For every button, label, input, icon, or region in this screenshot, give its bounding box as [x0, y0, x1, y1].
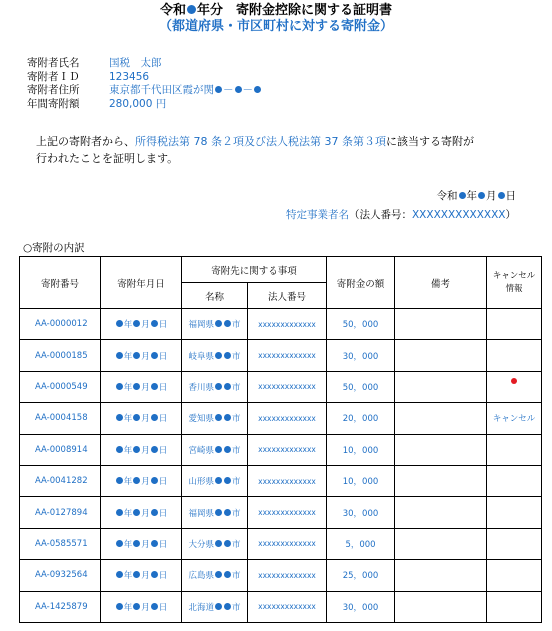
placeholder-dot-icon — [116, 603, 123, 610]
placeholder-dot-icon — [224, 477, 231, 484]
recipient-corp-number: xxxxxxxxxxxxx — [248, 309, 327, 340]
table-row — [20, 434, 542, 465]
placeholder-dot-icon — [215, 86, 222, 93]
remarks-cell — [395, 497, 487, 528]
donor-name-label: 寄附者氏名 — [27, 57, 80, 69]
header-corp-no: 法人番号 — [248, 283, 327, 309]
placeholder-dot-icon — [116, 320, 123, 327]
remarks-cell — [395, 528, 487, 559]
recipient-corp-number: xxxxxxxxxxxxx — [248, 560, 327, 591]
donation-number: AA-1425879 — [20, 591, 101, 622]
recipient-name: 愛知県 市 — [182, 403, 248, 434]
placeholder-dot-icon — [116, 477, 123, 484]
placeholder-dot-icon — [224, 540, 231, 547]
placeholder-dot-icon — [215, 352, 222, 359]
table-row — [20, 340, 542, 371]
recipient-corp-number: xxxxxxxxxxxxx — [248, 528, 327, 559]
recipient-name: 山形県 市 — [182, 465, 248, 496]
placeholder-dot-icon — [116, 540, 123, 547]
donor-address-value: 東京都千代田区霞が関 － － — [109, 84, 262, 98]
placeholder-dot-icon — [151, 320, 158, 327]
donation-date: 年 月 日 — [101, 560, 182, 591]
cancel-info-cell — [487, 497, 542, 528]
donation-rows — [20, 309, 542, 623]
table-row — [20, 528, 542, 559]
donation-date: 年 月 日 — [101, 371, 182, 402]
placeholder-dot-icon — [116, 446, 123, 453]
header-cancel: キャンセル情報 — [487, 257, 542, 309]
donor-amount-label: 年間寄附額 — [27, 97, 80, 110]
recipient-corp-number: xxxxxxxxxxxxx — [248, 497, 327, 528]
placeholder-dot-icon — [116, 509, 123, 516]
placeholder-dot-icon — [224, 383, 231, 390]
recipient-corp-number: xxxxxxxxxxxxx — [248, 434, 327, 465]
issuer-info: 特定事業者名（法人番号：XXXXXXXXXXXXX） — [285, 209, 516, 221]
header-remarks: 備考 — [395, 257, 487, 309]
placeholder-dot-icon — [116, 352, 123, 359]
placeholder-dot-icon — [498, 192, 505, 199]
donor-amount-value: 280,000 円 — [109, 97, 167, 110]
placeholder-dot-icon — [224, 509, 231, 516]
donation-amount: 10，000 — [327, 465, 395, 496]
header-recipient: 寄附先に関する事項 — [182, 257, 327, 283]
donor-name-row — [27, 57, 262, 71]
placeholder-dot-icon — [478, 192, 485, 199]
recipient-name: 香川県 市 — [182, 371, 248, 402]
placeholder-dot-icon — [215, 414, 222, 421]
donation-number: AA-0000549 — [20, 371, 101, 402]
placeholder-dot-icon — [215, 477, 222, 484]
placeholder-dot-icon — [133, 603, 140, 610]
placeholder-dot-icon — [215, 509, 222, 516]
placeholder-dot-icon — [224, 571, 231, 578]
donor-address-row — [27, 84, 262, 98]
donation-amount: 50，000 — [327, 309, 395, 340]
recipient-name: 岐阜県 市 — [182, 340, 248, 371]
donation-table — [19, 256, 542, 623]
donor-info — [27, 57, 262, 111]
placeholder-dot-icon — [133, 383, 140, 390]
table-row — [20, 403, 542, 434]
section-title: ○寄附の内訳 — [23, 242, 85, 254]
placeholder-dot-icon — [151, 477, 158, 484]
donation-number: AA-0932564 — [20, 560, 101, 591]
placeholder-dot-icon — [459, 192, 466, 199]
cancel-info-cell — [487, 591, 542, 622]
donation-number: AA-0041282 — [20, 465, 101, 496]
table-row — [20, 591, 542, 622]
placeholder-dot-icon — [133, 509, 140, 516]
donor-id-row — [27, 71, 262, 85]
placeholder-dot-icon — [215, 540, 222, 547]
remarks-cell — [395, 591, 487, 622]
donation-date: 年 月 日 — [101, 528, 182, 559]
donation-amount: 30，000 — [327, 340, 395, 371]
table-row — [20, 309, 542, 340]
placeholder-dot-icon — [151, 352, 158, 359]
placeholder-dot-icon — [133, 414, 140, 421]
donation-number: AA-0585571 — [20, 528, 101, 559]
donation-date: 年 月 日 — [101, 434, 182, 465]
cancel-info-cell — [487, 371, 542, 402]
header-amount: 寄附金の額 — [327, 257, 395, 309]
donation-amount: 30，000 — [327, 591, 395, 622]
placeholder-dot-icon — [224, 414, 231, 421]
placeholder-dot-icon — [224, 320, 231, 327]
donation-number: AA-0008914 — [20, 434, 101, 465]
recipient-corp-number: xxxxxxxxxxxxx — [248, 591, 327, 622]
remarks-cell — [395, 465, 487, 496]
table-row — [20, 497, 542, 528]
placeholder-dot-icon — [133, 571, 140, 578]
placeholder-dot-icon — [116, 414, 123, 421]
placeholder-dot-icon — [224, 352, 231, 359]
header-date: 寄附年月日 — [101, 257, 182, 309]
issuer-name: 特定事業者名 — [285, 209, 349, 221]
recipient-name: 大分県 市 — [182, 528, 248, 559]
donation-number: AA-0000185 — [20, 340, 101, 371]
placeholder-dot-icon — [235, 86, 242, 93]
placeholder-dot-icon — [215, 571, 222, 578]
donation-amount: 30，000 — [327, 497, 395, 528]
certificate-date: 令和 年 月 日 — [436, 190, 516, 202]
certification-statement: 上記の寄附者から、所得税法第 78 条２項及び法人税法第 37 条第３項に該当する寄附が 行われたことを証明します。 — [36, 135, 474, 165]
donation-amount: 10，000 — [327, 434, 395, 465]
placeholder-dot-icon — [215, 603, 222, 610]
certificate-subtitle: （都道府県・市区町村に対する寄附金） — [158, 19, 393, 34]
donor-id-value: 123456 — [109, 70, 150, 83]
placeholder-dot-icon — [215, 383, 222, 390]
issuer-corp-number: XXXXXXXXXXXXX — [411, 209, 506, 221]
remarks-cell — [395, 403, 487, 434]
recipient-corp-number: xxxxxxxxxxxxx — [248, 465, 327, 496]
donor-name-value: 国税 太郎 — [109, 57, 162, 69]
law-reference: 所得税法第 78 条２項及び法人税法第 37 条第３項 — [135, 135, 386, 148]
placeholder-dot-icon — [116, 571, 123, 578]
placeholder-dot-icon — [151, 509, 158, 516]
placeholder-dot-icon — [254, 86, 261, 93]
certificate-title: 令和 年分 寄附金控除に関する証明書 — [159, 3, 393, 18]
donation-number: AA-0127894 — [20, 497, 101, 528]
donation-date: 年 月 日 — [101, 591, 182, 622]
donation-amount: 50，000 — [327, 371, 395, 402]
recipient-corp-number: xxxxxxxxxxxxx — [248, 403, 327, 434]
header-donation-no: 寄附番号 — [20, 257, 101, 309]
placeholder-dot-icon — [151, 540, 158, 547]
placeholder-dot-icon — [151, 414, 158, 421]
remarks-cell — [395, 560, 487, 591]
placeholder-dot-icon — [133, 540, 140, 547]
header-name: 名称 — [182, 283, 248, 309]
donor-id-label: 寄附者ＩＤ — [27, 70, 80, 83]
table-row — [20, 465, 542, 496]
remarks-cell — [395, 434, 487, 465]
recipient-corp-number: xxxxxxxxxxxxx — [248, 371, 327, 402]
placeholder-dot-icon — [133, 320, 140, 327]
cancel-info-cell — [487, 560, 542, 591]
placeholder-dot-icon — [215, 446, 222, 453]
donor-amount-row — [27, 98, 262, 112]
placeholder-dot-icon — [224, 603, 231, 610]
donor-address-label: 寄附者住所 — [27, 84, 80, 96]
donation-date: 年 月 日 — [101, 309, 182, 340]
recipient-name: 福岡県 市 — [182, 497, 248, 528]
donation-amount: 20，000 — [327, 403, 395, 434]
cancel-info-cell — [487, 434, 542, 465]
donation-date: 年 月 日 — [101, 465, 182, 496]
placeholder-dot-icon — [133, 352, 140, 359]
placeholder-dot-icon — [187, 5, 196, 14]
cancel-info-cell — [487, 528, 542, 559]
donation-date: 年 月 日 — [101, 340, 182, 371]
placeholder-dot-icon — [151, 446, 158, 453]
recipient-name: 北海道 市 — [182, 591, 248, 622]
placeholder-dot-icon — [151, 603, 158, 610]
cancel-info-cell — [487, 340, 542, 371]
donation-date: 年 月 日 — [101, 497, 182, 528]
remarks-cell — [395, 371, 487, 402]
donation-date: 年 月 日 — [101, 403, 182, 434]
cancel-info-cell — [487, 465, 542, 496]
recipient-name: 宮崎県 市 — [182, 434, 248, 465]
donation-amount: 5，000 — [327, 528, 395, 559]
donation-amount: 25，000 — [327, 560, 395, 591]
placeholder-dot-icon — [133, 446, 140, 453]
recipient-name: 広島県 市 — [182, 560, 248, 591]
donation-number: AA-0000012 — [20, 309, 101, 340]
recipient-corp-number: xxxxxxxxxxxxx — [248, 340, 327, 371]
placeholder-dot-icon — [215, 320, 222, 327]
cancel-info-cell — [487, 309, 542, 340]
donation-number: AA-0004158 — [20, 403, 101, 434]
placeholder-dot-icon — [151, 571, 158, 578]
remarks-cell — [395, 340, 487, 371]
table-row — [20, 371, 542, 402]
placeholder-dot-icon — [116, 383, 123, 390]
placeholder-dot-icon — [133, 477, 140, 484]
remarks-cell — [395, 309, 487, 340]
placeholder-dot-icon — [224, 446, 231, 453]
red-mark-icon — [511, 378, 517, 384]
recipient-name: 福岡県 市 — [182, 309, 248, 340]
table-row — [20, 560, 542, 591]
placeholder-dot-icon — [151, 383, 158, 390]
cancel-info-cell: キャンセル — [487, 403, 542, 434]
